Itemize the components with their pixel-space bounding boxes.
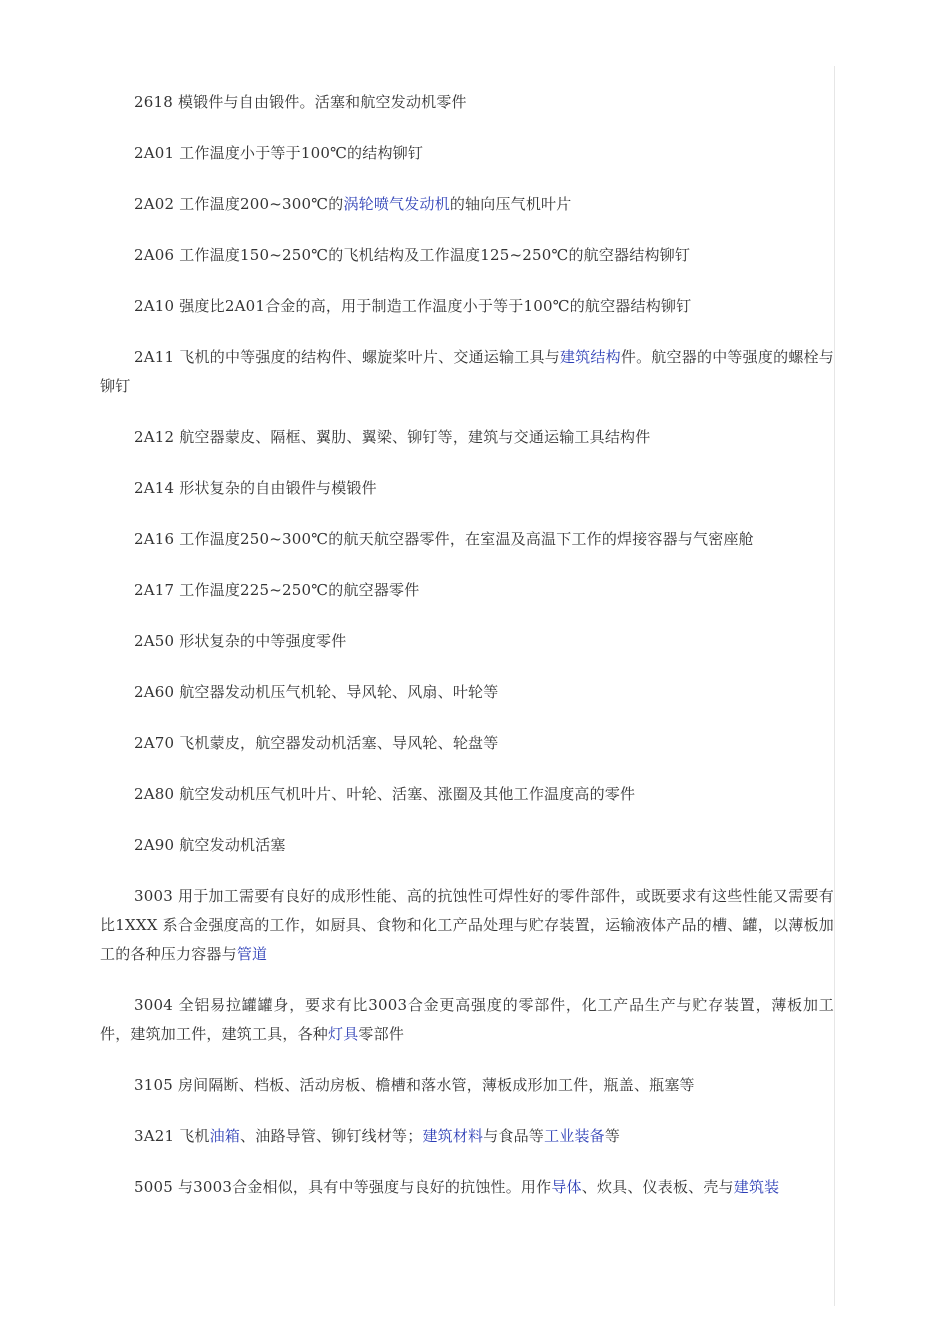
alloy-usage-text: 飞机蒙皮，航空器发动机活塞、导风轮、轮盘等	[179, 734, 499, 752]
alloy-usage-text: 形状复杂的中等强度零件	[179, 632, 347, 650]
alloy-entry-3a21	[100, 1122, 834, 1151]
alloy-usage-text: 、炊具、仪表板、壳与	[581, 1178, 734, 1196]
keyword-link[interactable]: 管道	[236, 945, 268, 963]
alloy-code: 2A10	[134, 297, 175, 315]
alloy-usage-text: 飞机的中等强度的结构件、螺旋桨叶片、交通运输工具与	[179, 348, 560, 366]
alloy-code: 2A01	[134, 144, 175, 162]
alloy-entry-2a10	[100, 292, 834, 321]
keyword-link[interactable]: 工业装备	[544, 1127, 605, 1145]
alloy-usage-text: 航空发动机压气机叶片、叶轮、活塞、涨圈及其他工作温度高的零件	[179, 785, 636, 803]
alloy-entry-2a16	[100, 525, 834, 554]
alloy-code: 2A12	[134, 428, 175, 446]
alloy-code: 2A16	[134, 530, 175, 548]
keyword-link[interactable]: 导体	[551, 1178, 582, 1196]
keyword-link[interactable]: 建筑结构	[559, 348, 621, 366]
alloy-usage-text: 工作温度225~250℃的航空器零件	[179, 581, 420, 599]
alloy-usage-text: 件。航空器的中等强度的螺栓与铆钉	[100, 348, 834, 395]
alloy-code: 2A70	[134, 734, 175, 752]
alloy-usage-text: 的轴向压气机叶片	[449, 195, 572, 213]
alloy-code: 2A17	[134, 581, 175, 599]
alloy-usage-text: 形状复杂的自由锻件与模锻件	[179, 479, 377, 497]
alloy-code: 2A02	[134, 195, 175, 213]
alloy-usage-text: 与3003合金相似，具有中等强度与良好的抗蚀性。用作	[177, 1178, 552, 1196]
alloy-entry-5005	[100, 1173, 834, 1202]
alloy-entry-2a50	[100, 627, 834, 656]
alloy-code: 2A50	[134, 632, 175, 650]
keyword-link[interactable]: 涡轮喷气发动机	[343, 195, 450, 213]
alloy-code: 2A80	[134, 785, 175, 803]
alloy-entry-2a12	[100, 423, 834, 452]
alloy-code: 3105	[134, 1076, 173, 1094]
alloy-code: 3003	[134, 887, 173, 905]
alloy-entry-3004	[100, 991, 834, 1049]
alloy-code: 3004	[134, 996, 173, 1014]
alloy-usage-text: 零部件	[358, 1025, 405, 1043]
alloy-usage-text: 工作温度250~300℃的航天航空器零件，在室温及高温下工作的焊接容器与气密座舱	[179, 530, 754, 548]
alloy-entry-2a02	[100, 190, 834, 219]
alloy-entry-2a17	[100, 576, 834, 605]
alloy-usage-text: 等	[604, 1127, 621, 1145]
alloy-entry-2a60	[100, 678, 834, 707]
alloy-entry-3105	[100, 1071, 834, 1100]
alloy-entry-2a80	[100, 780, 834, 809]
alloy-usage-text: 航空器发动机压气机轮、导风轮、风扇、叶轮等	[179, 683, 499, 701]
alloy-entry-2a11	[100, 343, 834, 401]
alloy-entry-2a70	[100, 729, 834, 758]
alloy-usage-text: 工作温度200~300℃的	[179, 195, 344, 213]
alloy-code: 2A14	[134, 479, 175, 497]
alloy-usage-text: 工作温度150~250℃的飞机结构及工作温度125~250℃的航空器结构铆钉	[179, 246, 691, 264]
alloy-code: 5005	[134, 1178, 173, 1196]
alloy-code: 3A21	[134, 1127, 175, 1145]
alloy-usage-text: 航空器蒙皮、隔框、翼肋、翼梁、铆钉等，建筑与交通运输工具结构件	[179, 428, 651, 446]
alloy-entry-2618	[100, 88, 834, 117]
alloy-entry-2a14	[100, 474, 834, 503]
page-edge-divider	[834, 66, 835, 1306]
keyword-link[interactable]: 建筑材料	[422, 1127, 484, 1145]
alloy-code: 2A06	[134, 246, 175, 264]
alloy-code: 2A60	[134, 683, 175, 701]
alloy-usage-text: 工作温度小于等于100℃的结构铆钉	[179, 144, 424, 162]
alloy-usage-text: 强度比2A01合金的高，用于制造工作温度小于等于100℃的航空器结构铆钉	[179, 297, 692, 315]
alloy-entry-2a90	[100, 831, 834, 860]
alloy-usage-text: 房间隔断、档板、活动房板、檐槽和落水管，薄板成形加工件，瓶盖、瓶塞等	[177, 1076, 695, 1094]
alloy-usage-text: 模锻件与自由锻件。活塞和航空发动机零件	[177, 93, 467, 111]
alloy-entry-2a01	[100, 139, 834, 168]
keyword-link[interactable]: 灯具	[328, 1025, 359, 1043]
alloy-usage-text: 全铝易拉罐罐身，要求有比3003合金更高强度的零部件，化工产品生产与贮存装置，薄板加工件，建筑加工件，建筑工具，各种	[100, 996, 834, 1043]
alloy-code: 2A90	[134, 836, 175, 854]
alloy-entry-3003	[100, 882, 834, 969]
alloy-usage-text: 飞机	[179, 1127, 210, 1145]
alloy-code: 2618	[134, 93, 173, 111]
keyword-link[interactable]: 油箱	[209, 1127, 241, 1145]
document-body	[100, 88, 834, 1224]
alloy-usage-text: 与食品等	[483, 1127, 545, 1145]
alloy-entry-2a06	[100, 241, 834, 270]
alloy-usage-text: 、油路导管、铆钉线材等；	[240, 1127, 423, 1145]
alloy-usage-text: 用于加工需要有良好的成形性能、高的抗蚀性可焊性好的零件部件，或既要求有这些性能又需要有比1XXX 系合金强度高的工作，如厨具、食物和化工产品处理与贮存装置，运输液体产品的槽、罐，以薄板加工的各种压力容器与	[100, 887, 835, 963]
keyword-link[interactable]: 建筑装	[733, 1178, 780, 1196]
alloy-code: 2A11	[134, 348, 175, 366]
alloy-usage-text: 航空发动机活塞	[179, 836, 286, 854]
